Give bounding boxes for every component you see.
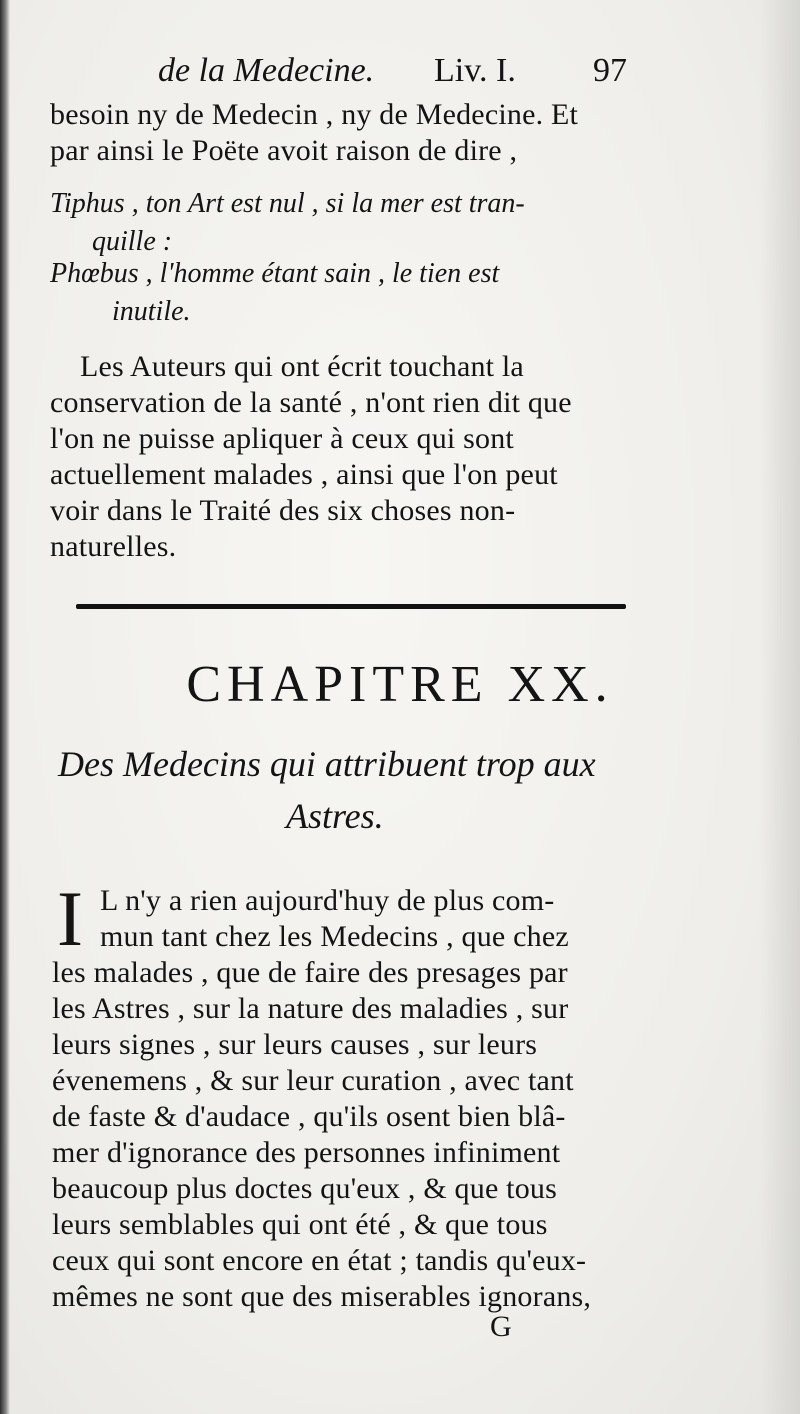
chapter-heading: CHAPITRE XX. <box>186 656 614 713</box>
verse-line: inutile. <box>112 296 191 327</box>
text-line: conservation de la santé , n'ont rien dit que <box>50 386 572 419</box>
text-line: les malades , que de faire des presages par <box>52 956 568 989</box>
text-line: leurs semblables qui ont été , & que tous <box>52 1208 548 1241</box>
text-line: les Astres , sur la nature des maladies , sur <box>52 992 569 1025</box>
text-line: Les Auteurs qui ont écrit touchant la <box>80 350 524 383</box>
text-line: évenemens , & sur leur curation , avec tant <box>52 1064 574 1097</box>
text-line: naturelles. <box>50 530 177 563</box>
verse-line: quille : <box>92 226 173 257</box>
running-title: de la Medecine. <box>158 52 375 89</box>
drop-cap: I <box>57 875 83 962</box>
chapter-title-line: Des Medecins qui attribuent trop aux <box>58 744 596 784</box>
text-line: beaucoup plus doctes qu'eux , & que tous <box>52 1172 557 1205</box>
page-number: 97 <box>593 52 627 89</box>
section-divider <box>76 604 626 609</box>
text-line: besoin ny de Medecin , ny de Medecine. Et <box>50 98 579 131</box>
chapter-title-line: Astres. <box>286 796 384 836</box>
text-line: actuellement malades , ainsi que l'on peut <box>50 458 558 491</box>
text-line: mun tant chez les Medecins , que chez <box>100 920 569 953</box>
verse-line: Phœbus , l'homme étant sain , le tien est <box>50 258 500 289</box>
text-line: mêmes ne sont que des miserables ignorans, <box>52 1280 592 1313</box>
signature-mark: G <box>490 1310 512 1343</box>
text-line: ceux qui sont encore en état ; tandis qu'eux- <box>52 1244 587 1277</box>
text-line: leurs signes , sur leurs causes , sur leurs <box>52 1028 538 1061</box>
text-line: mer d'ignorance des personnes infiniment <box>52 1136 561 1169</box>
text-line: L n'y a rien aujourd'huy de plus com- <box>100 884 555 917</box>
book-number: Liv. I. <box>434 52 516 89</box>
text-line: voir dans le Traité des six choses non- <box>50 494 516 527</box>
text-line: l'on ne puisse apliquer à ceux qui sont <box>50 422 514 455</box>
text-line: de faste & d'audace , qu'ils osent bien blâ- <box>52 1100 566 1133</box>
text-line: par ainsi le Poëte avoit raison de dire , <box>50 134 518 167</box>
verse-line: Tiphus , ton Art est nul , si la mer est tran- <box>50 188 525 219</box>
running-header <box>158 52 627 90</box>
